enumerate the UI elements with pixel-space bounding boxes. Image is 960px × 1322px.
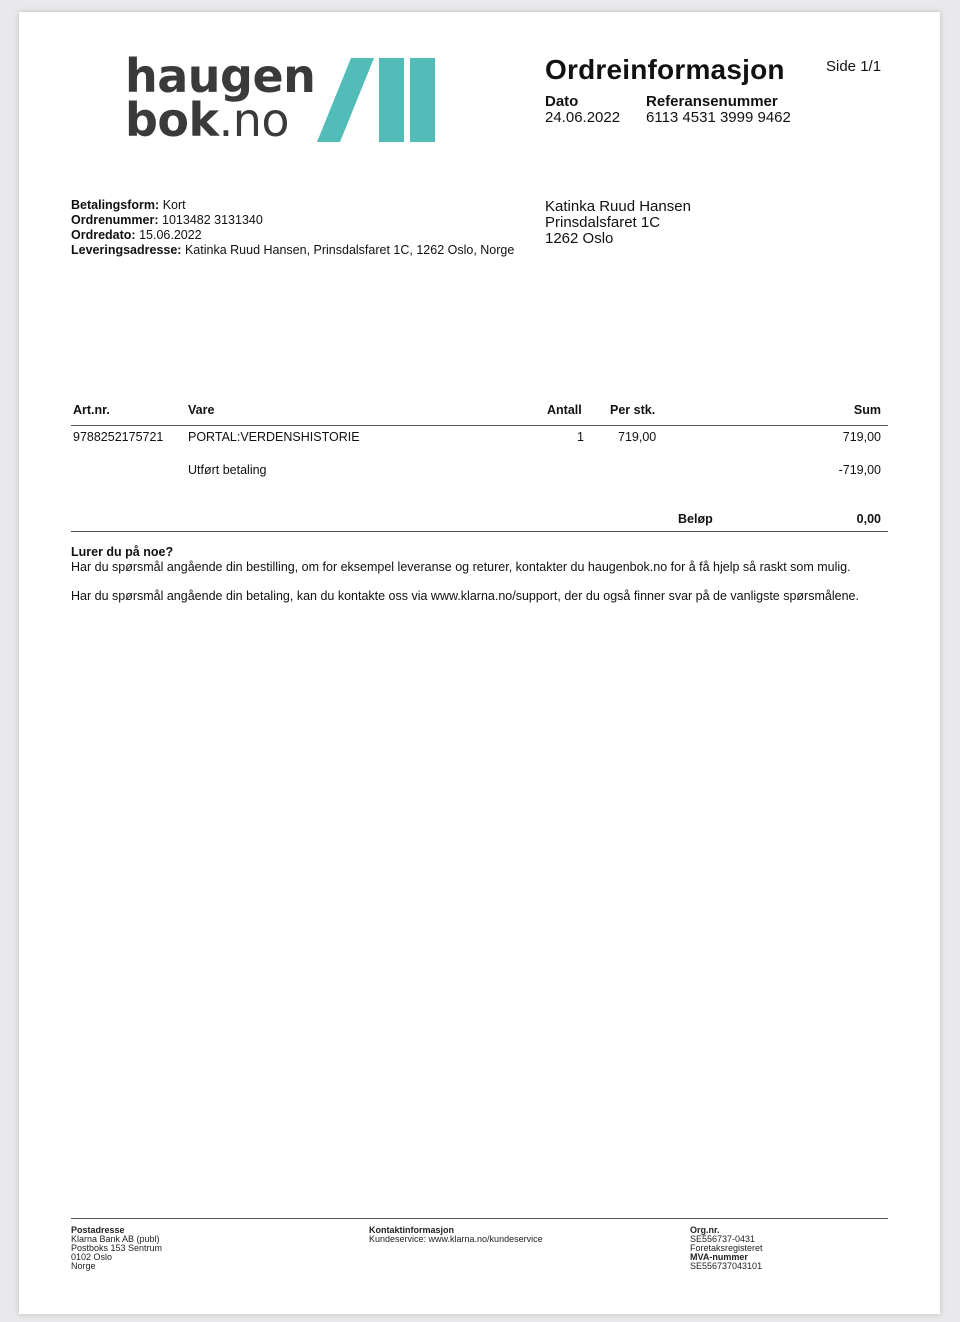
footer-post-address xyxy=(71,1226,162,1271)
payment-method xyxy=(71,198,521,213)
help-heading: Lurer du på noe? xyxy=(71,545,174,559)
total-label: Beløp xyxy=(678,512,713,526)
footer-post-heading: Postadresse xyxy=(71,1225,125,1235)
row-unit-price: 719,00 xyxy=(618,430,657,444)
total-value: 0,00 xyxy=(856,512,881,526)
footer-post-line: Postboks 153 Sentrum xyxy=(71,1243,163,1253)
date-label: Dato xyxy=(545,93,579,110)
page-number: Side 1/1 xyxy=(826,58,882,75)
col-header-sum: Sum xyxy=(853,403,881,417)
footer-contact-line: Kundeservice: www.klarna.no/kundeservice xyxy=(369,1234,543,1244)
footer-org-heading: Org.nr. xyxy=(690,1225,720,1235)
row-sum: 719,00 xyxy=(842,430,881,444)
footer-post-line: Norge xyxy=(71,1261,96,1271)
col-header-unit: Per stk. xyxy=(610,403,656,417)
books-logo-icon xyxy=(317,56,437,144)
footer-divider xyxy=(71,1218,888,1219)
payment-value: Kort xyxy=(162,198,186,212)
table-header-divider xyxy=(71,425,888,426)
footer-post-line: Klarna Bank AB (publ) xyxy=(71,1234,160,1244)
footer-contact-heading: Kontaktinformasjon xyxy=(369,1225,455,1235)
help-section xyxy=(71,545,888,604)
date-value: 24.06.2022 xyxy=(545,109,621,126)
footer-org xyxy=(690,1226,763,1271)
delivery-value: Katinka Ruud Hansen, Prinsdalsfaret 1C, 1262 Oslo, Norge xyxy=(184,243,515,257)
help-paragraph-2: Har du spørsmål angående din betaling, kan du kontakte oss via www.klarna.no/support, der du også finner svar på de vanligste spørsmålene. xyxy=(71,589,859,603)
footer-org-value: SE556737-0431 xyxy=(690,1234,756,1244)
col-header-item: Vare xyxy=(188,403,215,417)
col-header-qty: Antall xyxy=(547,403,582,417)
order-number xyxy=(71,213,521,228)
footer-org-sub: Foretaksregisteret xyxy=(690,1243,763,1253)
brand-logo xyxy=(125,49,316,147)
row-item: Utført betaling xyxy=(188,463,267,477)
footer-contact xyxy=(369,1226,543,1244)
total-divider xyxy=(71,531,888,532)
recipient-city: 1262 Oslo xyxy=(545,230,614,247)
order-number-label: Ordrenummer: xyxy=(71,213,159,227)
reference-value: 6113 4531 3999 9462 xyxy=(646,109,791,126)
reference-label: Referansenummer xyxy=(646,93,778,110)
logo-line-2 xyxy=(125,93,315,147)
footer-post-line: 0102 Oslo xyxy=(71,1252,113,1262)
help-paragraph-1: Har du spørsmål angående din bestilling, om for eksempel leveranse og returer, kontakter du haugenbok.no for å få hjelp så raskt som mulig. xyxy=(71,560,851,574)
delivery-label: Leveringsadresse: xyxy=(71,243,182,257)
order-date xyxy=(71,228,521,243)
document-title: Ordreinformasjon xyxy=(545,54,785,85)
row-art-number: 9788252175721 xyxy=(73,430,164,444)
recipient-street: Prinsdalsfaret 1C xyxy=(545,214,661,231)
order-date-label: Ordredato: xyxy=(71,228,136,242)
recipient-name: Katinka Ruud Hansen xyxy=(545,198,691,215)
row-sum: -719,00 xyxy=(838,463,881,477)
row-qty: 1 xyxy=(577,430,584,444)
order-number-value: 1013482 3131340 xyxy=(162,213,263,227)
payment-label: Betalingsform: xyxy=(71,198,160,212)
logo-line-1: haugen xyxy=(125,49,316,103)
footer-mva-value: SE556737043101 xyxy=(690,1261,763,1271)
document-page xyxy=(19,12,940,1314)
footer-mva-heading: MVA-nummer xyxy=(690,1252,748,1262)
delivery-address xyxy=(71,243,521,258)
row-item: PORTAL:VERDENSHISTORIE xyxy=(188,430,360,444)
order-info xyxy=(71,198,521,258)
logo-light-part: .no xyxy=(218,93,290,147)
logo-bold-part: bok xyxy=(125,93,219,147)
order-date-value: 15.06.2022 xyxy=(139,228,202,242)
col-header-art: Art.nr. xyxy=(73,403,110,417)
recipient-address xyxy=(545,199,691,247)
